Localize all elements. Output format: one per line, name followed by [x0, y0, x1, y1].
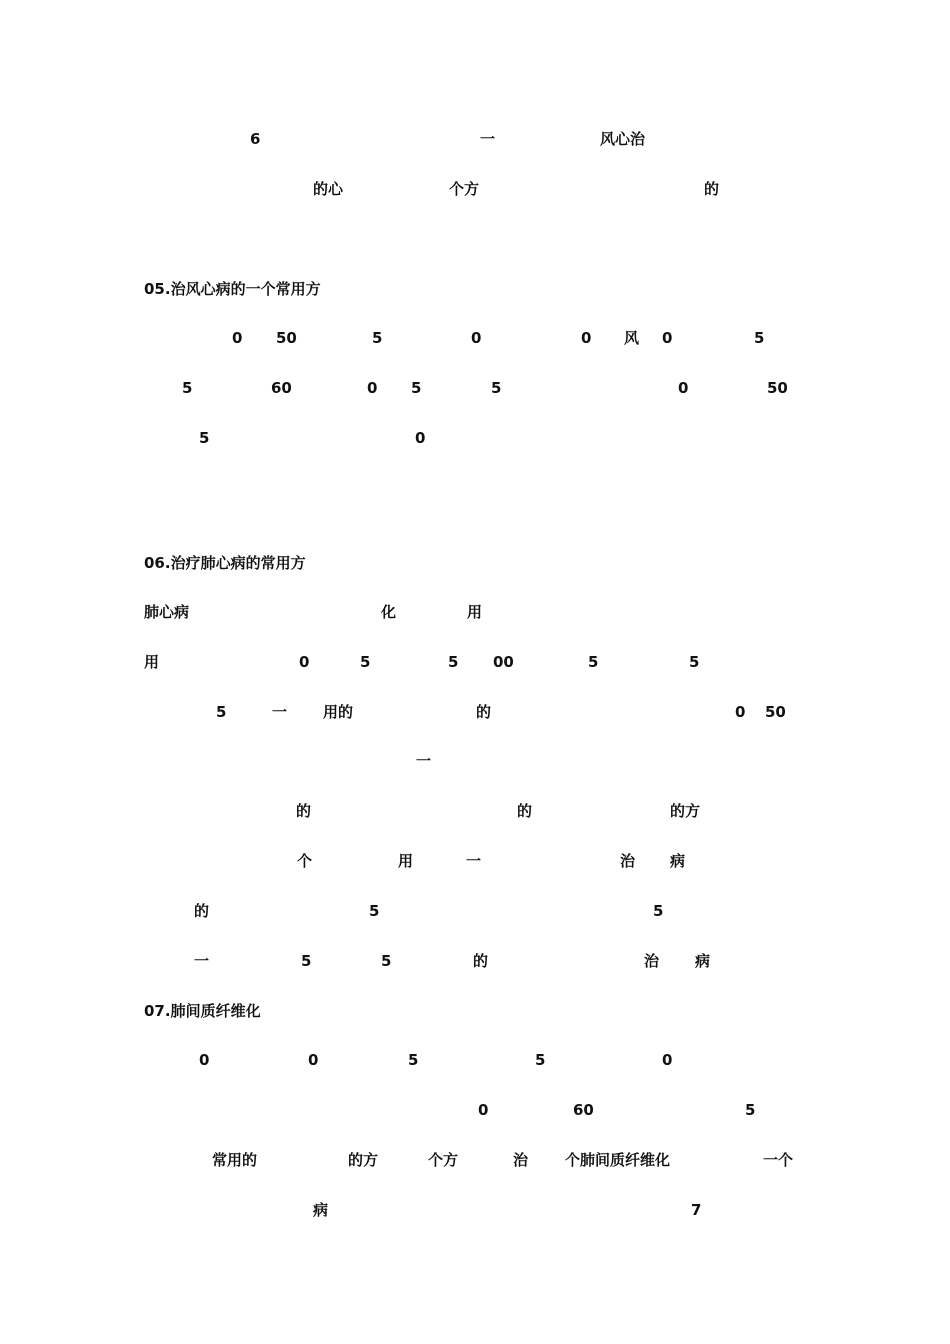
- text-fragment: 5: [448, 653, 459, 671]
- text-fragment: 个: [297, 852, 313, 870]
- text-fragment: 治: [620, 852, 636, 870]
- text-fragment: 0: [478, 1101, 489, 1119]
- text-fragment: 5: [360, 653, 371, 671]
- text-fragment: 0: [662, 1051, 673, 1069]
- text-fragment: 5: [535, 1051, 546, 1069]
- text-fragment: 的方: [670, 802, 701, 820]
- text-fragment: 7: [691, 1201, 702, 1219]
- text-fragment: 0: [232, 329, 243, 347]
- text-fragment: 5: [381, 952, 392, 970]
- text-fragment: 一个: [763, 1151, 794, 1169]
- text-fragment: 5: [216, 703, 227, 721]
- text-fragment: 用的: [323, 703, 354, 721]
- text-fragment: 病: [670, 852, 686, 870]
- text-fragment: 的方: [348, 1151, 379, 1169]
- text-fragment: 个方: [449, 180, 480, 198]
- text-fragment: 00: [493, 653, 514, 671]
- text-fragment: 的: [296, 802, 312, 820]
- text-fragment: 治: [513, 1151, 529, 1169]
- text-fragment: 5: [369, 902, 380, 920]
- text-fragment: 5: [689, 653, 700, 671]
- text-fragment: 病: [313, 1201, 329, 1219]
- text-fragment: 0: [735, 703, 746, 721]
- text-fragment: 化: [381, 603, 397, 621]
- text-fragment: 50: [765, 703, 786, 721]
- text-fragment: 一: [194, 952, 210, 970]
- text-fragment: 5: [301, 952, 312, 970]
- text-fragment: 60: [271, 379, 292, 397]
- text-fragment: 风: [624, 329, 640, 347]
- text-fragment: 0: [678, 379, 689, 397]
- text-fragment: 5: [408, 1051, 419, 1069]
- text-fragment: 0: [299, 653, 310, 671]
- text-fragment: 0: [415, 429, 426, 447]
- text-fragment: 6: [250, 130, 261, 148]
- text-fragment: 0: [581, 329, 592, 347]
- text-fragment: 0: [367, 379, 378, 397]
- text-fragment: 的: [194, 902, 210, 920]
- text-fragment: 的: [517, 802, 533, 820]
- text-fragment: 5: [411, 379, 422, 397]
- text-fragment: 治: [644, 952, 660, 970]
- text-fragment: 50: [276, 329, 297, 347]
- text-fragment: 一: [466, 852, 482, 870]
- text-fragment: 5: [491, 379, 502, 397]
- text-fragment: 用: [144, 653, 160, 671]
- text-fragment: 用: [398, 852, 414, 870]
- text-fragment: 0: [199, 1051, 210, 1069]
- section-heading: 05.治风心病的一个常用方: [144, 280, 321, 298]
- text-fragment: 肺心病: [144, 603, 190, 621]
- text-fragment: 5: [754, 329, 765, 347]
- text-fragment: 个方: [428, 1151, 459, 1169]
- text-fragment: 一: [272, 703, 288, 721]
- section-heading: 06.治疗肺心病的常用方: [144, 554, 306, 572]
- text-fragment: 病: [695, 952, 711, 970]
- text-fragment: 5: [372, 329, 383, 347]
- text-fragment: 的: [704, 180, 720, 198]
- text-fragment: 常用的: [212, 1151, 258, 1169]
- text-fragment: 个肺间质纤维化: [565, 1151, 671, 1169]
- text-fragment: 5: [653, 902, 664, 920]
- text-fragment: 0: [662, 329, 673, 347]
- text-fragment: 0: [308, 1051, 319, 1069]
- text-fragment: 一: [480, 130, 496, 148]
- text-fragment: 一: [416, 752, 432, 770]
- text-fragment: 5: [745, 1101, 756, 1119]
- text-fragment: 50: [767, 379, 788, 397]
- text-fragment: 的: [476, 703, 492, 721]
- text-fragment: 用: [467, 603, 483, 621]
- text-fragment: 的: [473, 952, 489, 970]
- text-fragment: 60: [573, 1101, 594, 1119]
- text-fragment: 5: [182, 379, 193, 397]
- text-fragment: 的心: [313, 180, 344, 198]
- text-fragment: 5: [588, 653, 599, 671]
- section-heading: 07.肺间质纤维化: [144, 1002, 261, 1020]
- text-fragment: 风心治: [600, 130, 646, 148]
- text-fragment: 0: [471, 329, 482, 347]
- text-fragment: 5: [199, 429, 210, 447]
